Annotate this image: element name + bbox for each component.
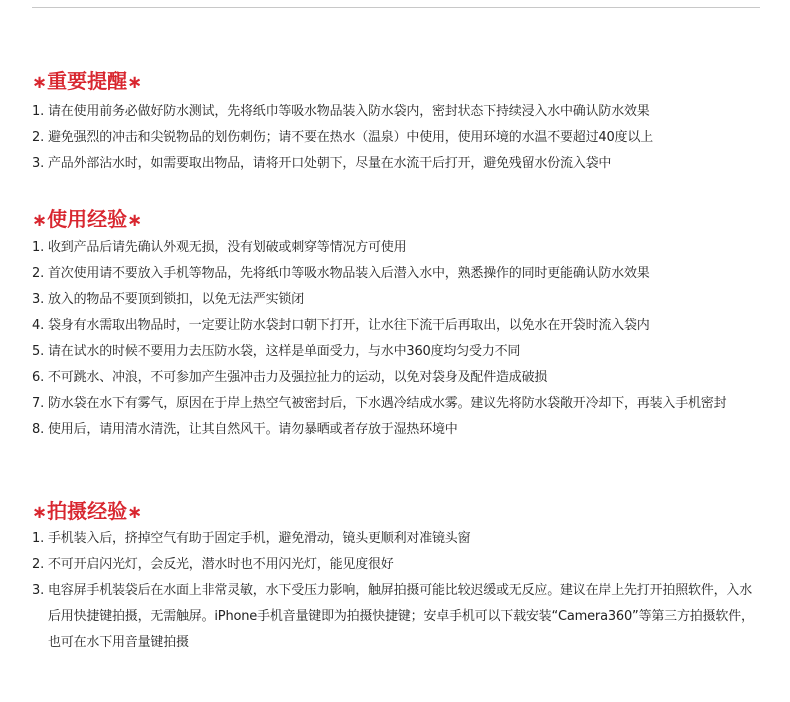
star-icon: ∗ — [127, 210, 143, 231]
item-number: 3. — [32, 156, 45, 171]
item-number: 2. — [32, 266, 45, 281]
list-item — [32, 287, 760, 313]
item-text: 首次使用请不要放入手机等物品，先将纸巾等吸水物品装入后潜入水中，熟悉操作的同时更能确认防水效果 — [48, 266, 650, 281]
list-item — [32, 391, 760, 417]
list-item — [32, 99, 760, 125]
item-number: 6. — [32, 370, 45, 385]
shooting-list — [32, 526, 760, 656]
item-text: 袋身有水需取出物品时，一定要让防水袋封口朝下打开，让水往下流干后再取出，以免水在开袋时流入袋内 — [48, 318, 650, 333]
star-icon: ∗ — [127, 502, 143, 523]
list-item — [32, 125, 760, 151]
item-number: 8. — [32, 422, 45, 437]
star-icon: ∗ — [32, 502, 48, 523]
item-text: 不可跳水、冲浪，不可参加产生强冲击力及强拉扯力的运动，以免对袋身及配件造成破损 — [48, 370, 548, 385]
star-icon: ∗ — [127, 72, 143, 93]
item-text: 不可开启闪光灯，会反光，潜水时也不用闪光灯，能见度很好 — [48, 557, 394, 572]
item-text: 收到产品后请先确认外观无损，没有划破或刺穿等情况方可使用 — [48, 240, 407, 255]
item-number: 7. — [32, 396, 45, 411]
list-item — [32, 417, 760, 443]
list-item — [32, 235, 760, 261]
list-item — [32, 365, 760, 391]
item-text: 电容屏手机装袋后在水面上非常灵敏，水下受压力影响，触屏拍摄可能比较迟缓或无反应。建议在岸上先打开拍照软件，入水后用快捷键拍摄，无需触屏。iPhone手机音量键即为拍摄快捷键；安卓手机可以下载安装“Camera360”等第三方拍摄软件，也可在水下用音量键拍摄 — [48, 583, 754, 650]
item-text: 使用后，请用清水清洗，让其自然风干。请勿暴晒或者存放于湿热环境中 — [48, 422, 458, 437]
top-divider — [32, 7, 760, 8]
item-number: 1. — [32, 240, 45, 255]
item-number: 4. — [32, 318, 45, 333]
item-number: 2. — [32, 557, 45, 572]
star-icon: ∗ — [32, 210, 48, 231]
item-number: 1. — [32, 531, 45, 546]
list-item — [32, 552, 760, 578]
section-title-important — [32, 67, 142, 95]
section-title-text: 拍摄经验 — [47, 499, 128, 523]
item-text: 手机装入后，挤掉空气有助于固定手机，避免滑动，镜头更顺利对准镜头窗 — [48, 531, 471, 546]
list-item — [32, 578, 760, 656]
item-text: 防水袋在水下有雾气，原因在于岸上热空气被密封后，下水遇冷结成水雾。建议先将防水袋敞开冷却下，再装入手机密封 — [48, 396, 727, 411]
item-number: 5. — [32, 344, 45, 359]
list-item — [32, 151, 760, 177]
section-title-shooting — [32, 497, 142, 525]
list-item — [32, 313, 760, 339]
list-item — [32, 261, 760, 287]
item-text: 产品外部沾水时，如需要取出物品，请将开口处朝下，尽量在水流干后打开，避免残留水份流入袋中 — [48, 156, 612, 171]
section-title-usage — [32, 205, 142, 233]
item-text: 放入的物品不要顶到锁扣，以免无法严实锁闭 — [48, 292, 305, 307]
section-title-text: 重要提醒 — [47, 69, 128, 93]
item-number: 3. — [32, 583, 45, 598]
star-icon: ∗ — [32, 72, 48, 93]
item-text: 请在试水的时候不要用力去压防水袋，这样是单面受力，与水中360度均匀受力不同 — [48, 344, 521, 359]
usage-list — [32, 235, 760, 443]
list-item — [32, 339, 760, 365]
list-item — [32, 526, 760, 552]
important-list — [32, 99, 760, 177]
item-number: 3. — [32, 292, 45, 307]
section-title-text: 使用经验 — [47, 207, 128, 231]
item-number: 2. — [32, 130, 45, 145]
item-text: 避免强烈的冲击和尖锐物品的划伤刺伤；请不要在热水（温泉）中使用，使用环境的水温不要超过40度以上 — [48, 130, 653, 145]
item-number: 1. — [32, 104, 45, 119]
item-text: 请在使用前务必做好防水测试，先将纸巾等吸水物品装入防水袋内，密封状态下持续浸入水中确认防水效果 — [48, 104, 650, 119]
